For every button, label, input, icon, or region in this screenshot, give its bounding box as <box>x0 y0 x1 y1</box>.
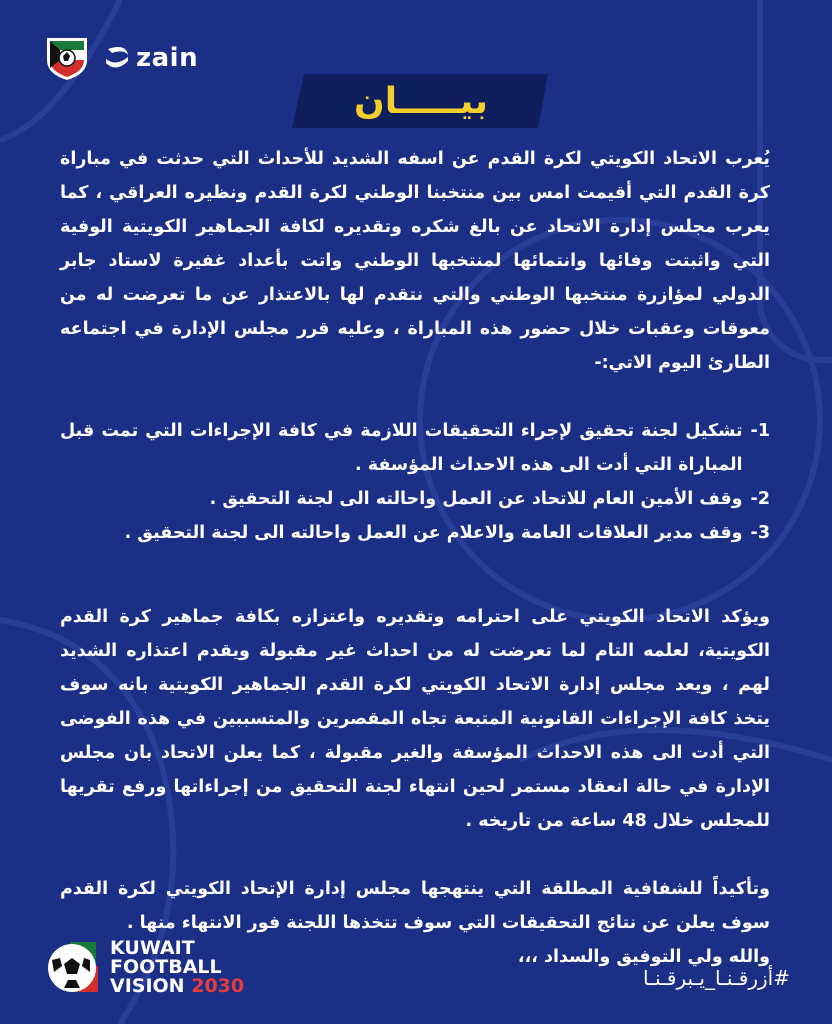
footer-line-vision <box>110 974 245 997</box>
decision-text: تشكيل لجنة تحقيق لإجراء التحقيقات اللازمة في كافة الإجراءات التي تمت قبل المباراة التي أدت الى هذه الاحداث المؤسفة . <box>60 421 743 475</box>
decision-text: وقف مدير العلاقات العامة والاعلام عن العمل واحالته الى لجنة التحقيق . <box>124 523 743 543</box>
footer-wordmark <box>110 936 245 997</box>
footer-vision-year: 2030 <box>191 974 245 997</box>
kuwait-football-vision-logo <box>44 938 244 996</box>
statement-paragraph-2: ويؤكد الاتحاد الكويتي على احترامه وتقديره واعتزازه بكافة جماهير كرة القدم الكويتية، لعلمه التام لما تعرضت له من احداث غير مقبولة ويقدم اعتذاره الشديد لهم ، ويعد مجلس إدارة الاتحاد الكويتي لكرة القدم الجماهير الكويتية بانه سوف يتخذ كافة الإجراءات القانونية المتبعة تجاه المقصرين والمتسببين في هذه الفوضى التي أدت الى هذه الاحداث المؤسفة والغير مقبولة ، كما يعلن الاتحاد بان مجلس الإدارة في حالة انعقاد مستمر لحين انتهاء لجنة التحقيق من إجراءاتها ورفع تقريها للمجلس خلال 48 ساعة من تاريخه . <box>60 607 770 831</box>
decision-number: 3- <box>750 523 770 543</box>
zain-wordmark: zain <box>136 43 199 73</box>
footer-vision-word: VISION <box>110 974 185 997</box>
header-logos <box>44 34 198 82</box>
statement-paragraph-3: وتأكيداً للشفافية المطلقة التي ينتهجها مجلس إدارة الإتحاد الكويتي لكرة القدم سوف يعلن عن نتائج التحقيقات التي سوف تتخذها اللجنة فور الانتهاء منها . <box>60 879 770 933</box>
football-icon <box>44 938 102 996</box>
decision-text: وقف الأمين العام للاتحاد عن العمل واحالته الى لجنة التحقيق . <box>209 489 743 509</box>
statement-body <box>60 142 770 974</box>
decision-number: 2- <box>750 489 770 509</box>
statement-closing: والله ولي التوفيق والسداد ،،، <box>517 947 770 967</box>
zain-logo <box>102 43 198 73</box>
campaign-hashtag: #أزرقـنـا_يـبرقـنـا <box>643 966 790 990</box>
footer-line-kuwait: KUWAIT <box>110 936 195 959</box>
footer-line-football: FOOTBALL <box>110 955 222 978</box>
decision-item <box>60 482 770 516</box>
statement-intro: يُعرب الاتحاد الكويتي لكرة القدم عن اسفه الشديد للأحداث التي حدثت في مباراة كرة القدم التي أقيمت امس بين منتخبنا الوطني لكرة القدم ونظيره العراقي ، كما يعرب مجلس إدارة الاتحاد عن بالغ شكره وتقديره لكافة الجماهير الكويتية الوفية التي واثبتت وفائها وانتمائها لمنتخبها الوطني واتت بأعداد غفيرة لاستاد جابر الدولي لمؤازرة منتخبها الوطني والتي نتقدم لها بالاعتذار عن ما تعرضت له من معوقات وعقبات خلال حضور هذه المباراة ، وعليه قرر مجلس الإدارة في اجتماعه الطارئ اليوم الاتي:- <box>60 149 770 373</box>
decision-item <box>60 414 770 482</box>
decision-number: 1- <box>750 421 770 441</box>
title-banner <box>290 72 552 130</box>
decision-item <box>60 516 770 550</box>
page-title: بيـــــان <box>354 80 488 122</box>
kfa-crest-icon <box>44 34 90 82</box>
zain-mark-icon <box>102 45 132 71</box>
